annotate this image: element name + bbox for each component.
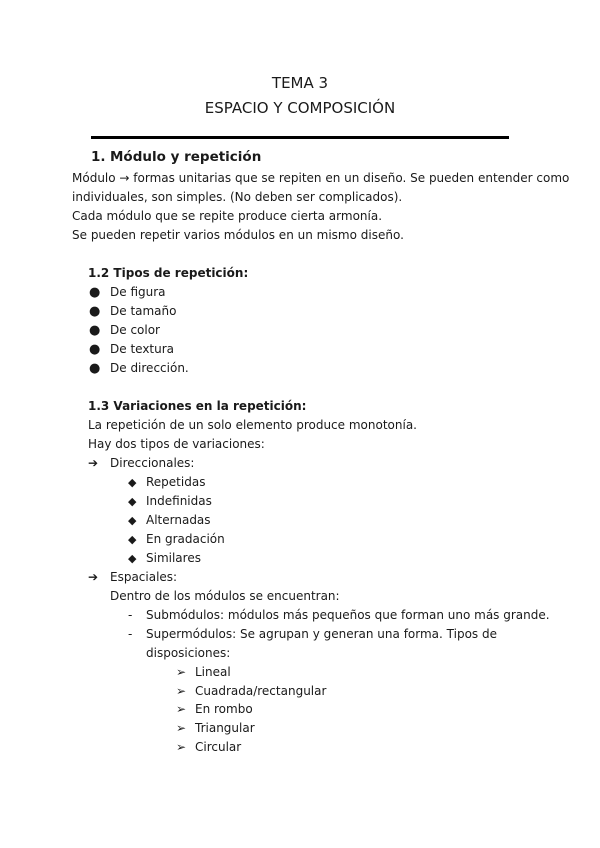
paragraph: Módulo → formas unitarias que se repiten en un diseño. Se pueden entender como <box>72 171 570 185</box>
paragraph: Hay dos tipos de variaciones: <box>88 437 265 451</box>
paragraph: Cada módulo que se repite produce cierta armonía. <box>72 209 383 223</box>
pointer-arrow-icon: ➢ <box>176 665 187 679</box>
supermodulos-item: Supermódulos: Se agrupan y generan una forma. Tipos de <box>146 627 497 641</box>
list-item: De dirección. <box>110 361 189 375</box>
diamond-bullet-icon: ◆ <box>128 476 137 489</box>
dash-bullet-icon: - <box>128 608 133 622</box>
espaciales-intro: Dentro de los módulos se encuentran: <box>110 589 340 603</box>
diamond-bullet-icon: ◆ <box>128 552 137 565</box>
paragraph: individuales, son simples. (No deben ser complicados). <box>72 190 403 204</box>
list-item: De figura <box>110 285 166 299</box>
title-divider <box>91 136 509 139</box>
arrow-right-icon: ➔ <box>88 456 99 470</box>
section-1-number: 1. <box>91 149 106 165</box>
paragraph: La repetición de un solo elemento produce monotonía. <box>88 418 417 432</box>
diamond-bullet-icon: ◆ <box>128 495 137 508</box>
list-item: Alternadas <box>146 513 211 527</box>
list-item: Lineal <box>195 665 231 679</box>
submodulos-item: Submódulos: módulos más pequeños que forman uno más grande. <box>146 608 550 622</box>
espaciales-label: Espaciales: <box>110 570 178 584</box>
list-item: Triangular <box>195 721 255 735</box>
section-1-3-heading: 1.3 Variaciones en la repetición: <box>88 399 307 413</box>
pointer-arrow-icon: ➢ <box>176 702 187 716</box>
paragraph: Se pueden repetir varios módulos en un mismo diseño. <box>72 228 404 242</box>
list-item: En gradación <box>146 532 225 546</box>
section-1-2-heading: 1.2 Tipos de repetición: <box>88 266 249 280</box>
list-item: De textura <box>110 342 175 356</box>
list-item: Cuadrada/rectangular <box>195 684 327 698</box>
bullet-icon: ● <box>89 285 101 300</box>
document-title: TEMA 3 <box>271 74 329 92</box>
list-item: Similares <box>146 551 201 565</box>
list-item: De tamaño <box>110 304 177 318</box>
diamond-bullet-icon: ◆ <box>128 533 137 546</box>
diamond-bullet-icon: ◆ <box>128 514 137 527</box>
pointer-arrow-icon: ➢ <box>176 721 187 735</box>
list-item: De color <box>110 323 160 337</box>
pointer-arrow-icon: ➢ <box>176 684 187 698</box>
bullet-icon: ● <box>89 323 101 338</box>
list-item: Repetidas <box>146 475 206 489</box>
bullet-icon: ● <box>89 342 101 357</box>
bullet-icon: ● <box>89 361 101 376</box>
list-item: Circular <box>195 740 242 754</box>
arrow-right-icon: ➔ <box>88 570 99 584</box>
supermodulos-item-continuation: disposiciones: <box>146 646 231 660</box>
pointer-arrow-icon: ➢ <box>176 740 187 754</box>
direccionales-label: Direccionales: <box>110 456 195 470</box>
document-subtitle: ESPACIO Y COMPOSICIÓN <box>204 99 396 117</box>
bullet-icon: ● <box>89 304 101 319</box>
list-item: En rombo <box>195 702 253 716</box>
dash-bullet-icon: - <box>128 627 133 641</box>
list-item: Indefinidas <box>146 494 212 508</box>
section-1-heading: Módulo y repetición <box>110 149 262 165</box>
